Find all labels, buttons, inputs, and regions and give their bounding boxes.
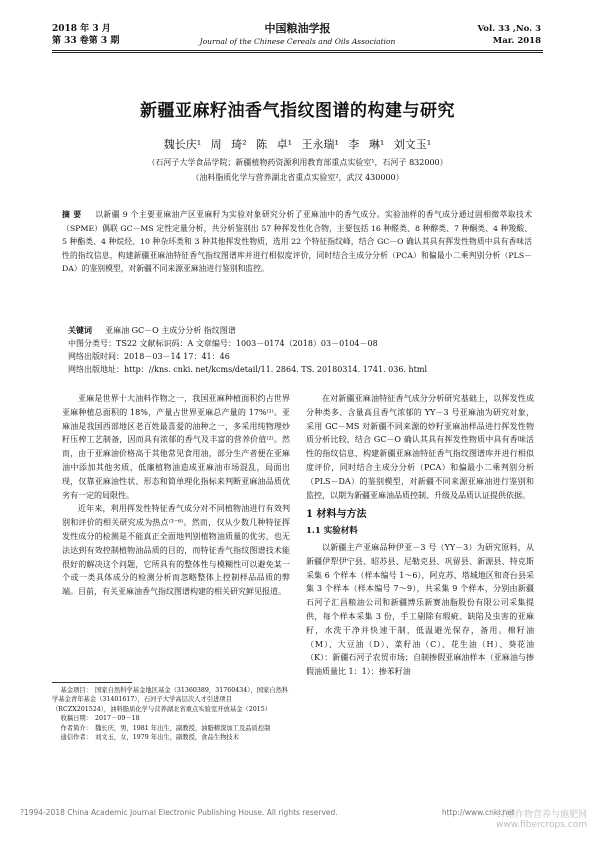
intro-paragraph-1: 亚麻是世界十大油料作物之一，我国亚麻种植面积约占世界亚麻种植总面积的 18%，产量占世界亚麻总产量的 17%⁽¹⁾。亚麻油是我国西部地区老百姓最喜爱的油种之一，多采用纯物理炒籽压榨工艺制备，因而具有浓郁的香气及丰富的营养价值⁽²⁾。然而，由于亚麻油价格高于其他常见食用油，部分生产者便在亚麻油中添加其他劣质、低廉植物油造成亚麻油市场混乱，局面出现，仅靠亚麻油性状、形态和简单理化指标来判断亚麻油品质优劣有一定的局限性。	[62, 394, 290, 500]
online-publish-url[interactable]: 网络出版地址：http：//kns. cnki. net/kcms/detail/11. 2864. TS. 20180314. 1741. 036. html	[68, 365, 428, 374]
abstract-label: 摘 要	[62, 210, 82, 219]
footnote-label: 通信作者：	[60, 734, 92, 742]
article-title: 新疆亚麻籽油香气指纹图谱的构建与研究	[140, 101, 455, 121]
right-column	[306, 392, 534, 679]
journal-name-cn: 中国粮油学报	[264, 22, 331, 35]
classification-line: 中图分类号：TS22 文献标识码：A 文章编号：1003－0174（2018）03－0104－08	[68, 339, 378, 348]
author-list: 魏长庆¹ 周 琦² 陈 卓¹ 王永瑞¹ 李 琳¹ 刘文玉¹	[163, 138, 432, 151]
issue-date-cn: 2018 年 3 月	[52, 24, 111, 34]
footnote-text: 刘文玉，女，1979 年出生，副教授，食品生物技术	[95, 734, 239, 742]
header-rule-thin	[52, 52, 543, 53]
keywords-label: 关键词	[68, 325, 92, 335]
materials-paragraph: 以新疆主产亚麻品种伊亚－3 号（YY－3）为研究原料，从新疆伊犁伊宁县、昭苏县、尼勒克县、巩留县、新源县、特克斯采集 6 个样本（样本编号 1～6），阿克苏、塔城地区和奇台县采集 3 个样本（样本编号 7～9），共采集 9 个样本，分别由新疆石河子汇昌粮油公司和新疆博乐新赛油脂股份有限公司采集提供，每个样本采集 3 份，手工剔除有瑕疵、缺陷及虫害的亚麻籽，水洗干净并快速干制，低温避光保存，备用。棉籽油（M）、大豆油（D）、菜籽油（C）、花生油（H）、葵花油（K）：新疆石河子农贸市场；自制掺假亚麻油样本（亚麻油与掺假油质量比 1：1）：掺苯籽油	[306, 542, 534, 677]
footnote-text: 国家自然科学基金地区基金（31360389，31760434），国家自然科学基金青年基金（31401617），石河子大学高层次人才引进项目（RCZX201524），油料脂质化学与营养湖北省重点实验室开放基金（2015）	[52, 687, 289, 713]
cnki-url[interactable]: http://www.cnki.net	[441, 808, 515, 817]
copyright-text: ?1994-2018 China Academic Journal Electronic Publishing House. All rights reserved.	[20, 808, 338, 817]
affiliation-2: （油料脂质化学与营养湖北省重点实验室²，武汉 430000）	[191, 173, 404, 182]
abstract-text: 以新疆 9 个主要亚麻油产区亚麻籽为实验对象研究分析了亚麻油中的香气成分。实验油样的香气成分通过固相微萃取技术（SPME）偶联 GC－MS 定性定量分析，共分析鉴别出 57 种挥发性化合物，主要包括 16 种醛类、8 种醇类、7 种酮类、4 种羧酸、5 种酯类、4 种烷烃、10 种杂环类和 3 种其他挥发性物质，选用 22 个特征指纹峰，结合 GC－O 确认其具有挥发性物质中具有香味活性的指纹信息，构建新疆亚麻油特征香气指纹图谱库并进行相似度评价，同时结合主成分分析（PCA）和偏最小二乘判别分析（PLS－DA）的鉴别模型，对新疆不同来源亚麻油进行鉴别和监控。	[62, 210, 533, 274]
keywords-text: 亚麻油 GC－O 主成分分析 指纹图谱	[105, 326, 236, 335]
footnote-text: 2017－09－18	[95, 715, 140, 723]
abstract	[62, 208, 532, 276]
volume-number-en: Vol. 33 ,No. 3	[477, 24, 541, 34]
watermark	[496, 810, 587, 830]
watermark-url: www.fibercrops.com	[496, 820, 587, 830]
keywords	[68, 324, 538, 337]
section-heading-1: 1 材料与方法	[306, 509, 367, 521]
copyright-footer	[20, 808, 575, 817]
footnote-label: 作者简介：	[60, 724, 92, 732]
affiliation-1: （石河子大学食品学院；新疆植物药资源利用教育部重点实验室¹，石河子 832000）	[147, 158, 448, 167]
running-header-right	[477, 23, 541, 47]
online-publish-time: 网络出版时间：2018－03－14 17：41：46	[68, 352, 230, 361]
intro-paragraph-3: 在对新疆亚麻油特征香气成分分析研究基础上，以挥发性成分种类多、含量高且香气浓郁的 YY－3 号亚麻油为研究对象，采用 GC－MS 对新疆不同来源的炒籽亚麻油样品进行挥发性物质分析比较，结合 GC－O 确认其具有挥发性物质中具有香味活性的指纹信息，构建新疆亚麻油特征香气指纹图谱库并进行相似度评价，同时结合主成分分析（PCA）和偏最小二乘判别分析（PLS－DA）的鉴别模型，对新疆不同来源亚麻油进行鉴别和监控，以期为新疆亚麻油品质控制、升级及品质认证提供依据。	[306, 394, 534, 500]
subsection-heading-1-1: 1.1 实验材料	[306, 526, 358, 537]
footnote-label: 基金项目：	[60, 687, 92, 694]
footnote-rule	[52, 682, 132, 683]
left-column	[62, 392, 290, 599]
footnote-received	[52, 714, 290, 723]
footnotes	[52, 686, 290, 742]
footnote-corresponding	[52, 733, 290, 742]
header-rule	[52, 50, 543, 51]
running-header-left	[52, 23, 119, 47]
issue-volume-cn: 第 33 卷第 3 期	[52, 36, 120, 46]
footnote-label: 收稿日期：	[60, 715, 92, 723]
footnote-author	[52, 724, 290, 733]
watermark-cn: 纤维作物营养与施肥网	[496, 810, 587, 820]
footnote-funding	[52, 686, 290, 714]
footnote-text: 魏长庆，男，1981 年出生，副教授，油脂精深加工及品质控制	[95, 724, 271, 732]
journal-name-en: Journal of the Chinese Cereals and Oils Association	[199, 37, 396, 46]
issue-date-en: Mar. 2018	[492, 36, 541, 46]
intro-paragraph-2: 近年来，利用挥发性特征香气成分对不同植物油进行有效判别和评价的相关研究成为热点⁽³⁻⁶⁾。然而，仅从少数几种特征挥发性成分的检测是不能真正全面地判别植物油质量的优劣，也无法达到有效控制植物油品质的目的，而特征香气指纹图谱技术能很好的解决这个问题，它所具有的整体性与模糊性可以避免某一个或一类具体成分的检测分析而忽略整体上控制样品品质的弊端。目前，有关亚麻油香气指纹图谱构建的相关研究鲜见报道。	[62, 504, 290, 597]
running-header-center	[150, 22, 445, 47]
